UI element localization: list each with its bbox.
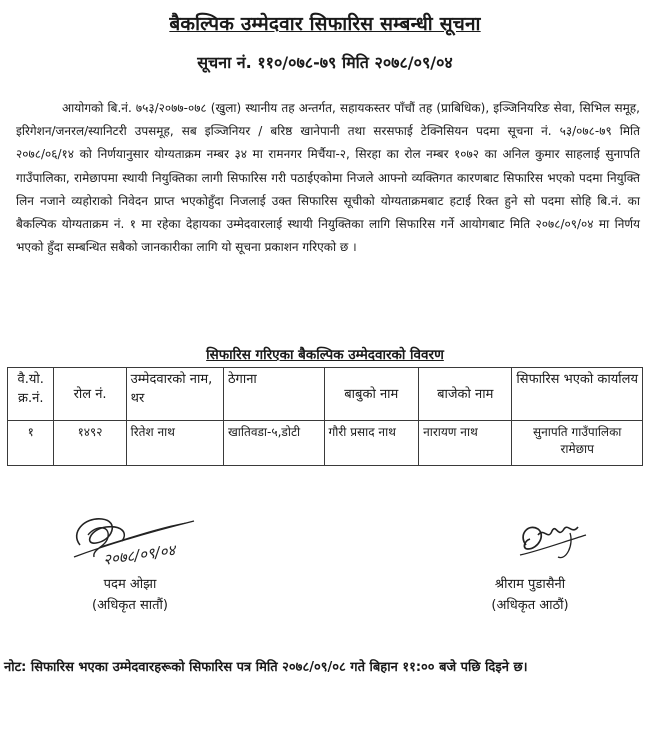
signature-left [66, 505, 236, 585]
header-roll-number: रोल नं. [54, 368, 126, 421]
candidate-table [7, 367, 643, 466]
header-serial-number: वै.यो. क्र.नं. [8, 368, 54, 421]
cell-roll-number: १४९२ [54, 421, 126, 466]
cell-address: खातिवडा-५,डोटी [223, 421, 324, 466]
header-candidate-name: उम्मेदवारको नाम, थर [126, 368, 223, 421]
header-address: ठेगाना [223, 368, 324, 421]
header-recommended-office: सिफारिस भएको कार्यालय [512, 368, 643, 421]
signature-right [508, 505, 598, 585]
notice-body: आयोगको बि.नं. ७५३/२०७७-०७८ (खुला) स्थानीय तह अन्तर्गत, सहायकस्तर पाँचौं तह (प्राबिधिक), इञ्जिनियरिङ सेवा, सिभिल समूह, इरिगेशन/जनरल/स्यानिटरी उपसमूह, सब इञ्जिनियर / बरिष्ठ खानेपानी तथा सरसफाई टेक्निसियन पदमा सूचना नं. ५३/०७८-७९ मिति २०७८/०६/१४ को निर्णयानुसार योग्यताक्रम नम्बर ३४ मा रामनगर मिर्चैया-२, सिरहा का रोल नम्बर १०७२ का अनिल कुमार साहलाई सुनापति गाउँपालिका, रामेछापमा स्थायी नियुक्तिका लागी सिफारिस गरी पठाईएकोमा निजले आफ्नो व्यक्तिगत कारणबाट सिफारिस भएको पदमा नियुक्ति लिन नजाने व्यहोराको निवेदन प्राप्त भएकोहुँदा निजलाई उक्त सिफारिस सूचीको योग्यताक्रमबाट हटाई रिक्त हुने सो पदमा सोहि बि.नं. का बैकल्पिक योग्यताक्रम नं. १ मा रहेका देहायका उम्मेदवारलाई स्थायी नियुक्तिका लागि सिफारिस गर्ने आयोगबाट मिति २०७८/०९/०४ मा निर्णय भएको हुँदा सम्बन्धित सबैको जानकारीका लागि यो सूचना प्रकाशन गरिएको छ । [16, 101, 640, 255]
signer-right-name: श्रीराम पुडासैनी [494, 577, 566, 592]
signer-right-designation: (अधिकृत आठौं) [491, 598, 569, 613]
cell-serial-number: १ [8, 421, 54, 466]
signer-left-designation: (अधिकृत सातौं) [92, 598, 168, 613]
cell-father-name: गौरी प्रसाद नाथ [324, 421, 419, 466]
table-caption: सिफारिस गरिएका बैकल्पिक उम्मेदवारको विवरण [206, 347, 444, 363]
header-father-name: बाबुको नाम [324, 368, 419, 421]
cell-grandfather-name: नारायण नाथ [419, 421, 512, 466]
header-grandfather-name: बाजेको नाम [419, 368, 512, 421]
note: नोट: सिफारिस भएका उम्मेदवारहरूको सिफारिस पत्र मिति २०७८/०९/०८ गते बिहान ११:०० बजे पछि दिइने छ। [4, 660, 528, 675]
table-header-row [8, 368, 643, 421]
signature-left-drawing [66, 505, 236, 585]
cell-candidate-name: रितेश नाथ [126, 421, 223, 466]
signature-left-date: २०७८/०९/०४ [102, 541, 177, 569]
signer-right [430, 574, 630, 616]
signer-left-name: पदम ओझा [103, 577, 157, 592]
notice-title: बैकल्पिक उम्मेदवार सिफारिस सम्बन्धी सूचना [169, 13, 481, 35]
table-row [8, 421, 643, 466]
notice-number-date: सूचना नं. ११०/०७८-७९ मिति २०७८/०९/०४ [197, 53, 453, 72]
signer-left [30, 574, 230, 616]
cell-recommended-office: सुनापति गाउँपालिका रामेछाप [512, 421, 643, 466]
signature-right-drawing [508, 505, 598, 585]
